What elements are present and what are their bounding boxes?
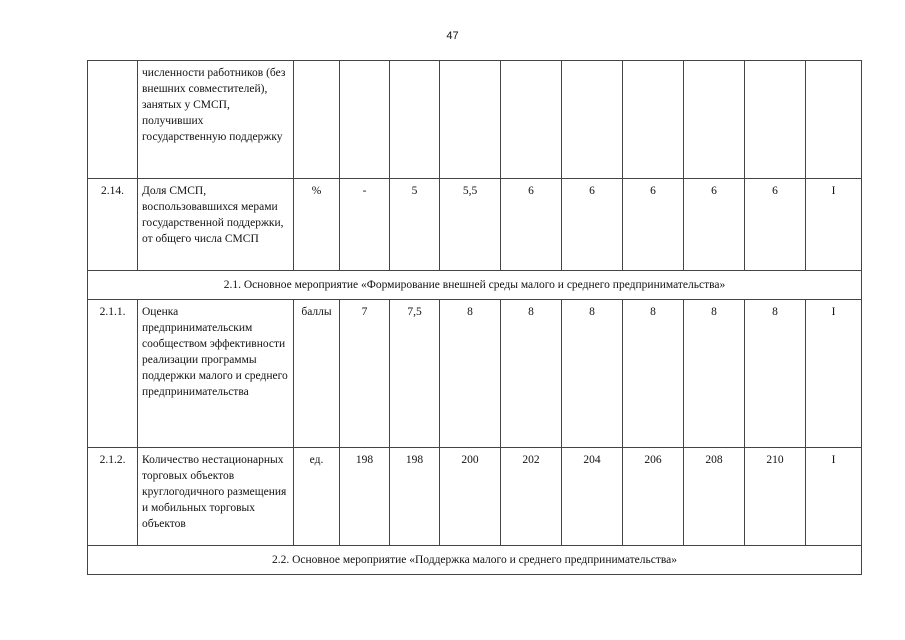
section-title: 2.2. Основное мероприятие «Поддержка малого и среднего предпринимательства» [88, 546, 862, 575]
value-cell: 204 [562, 448, 623, 546]
value-cell: 5,5 [440, 179, 501, 271]
indicator-name: Доля СМСП, воспользовавшихся мерами государственной поддержки, от общего числа СМСП [138, 179, 294, 271]
value-cell [745, 61, 806, 179]
value-cell [806, 61, 862, 179]
value-cell: - [340, 179, 390, 271]
unit-cell [294, 61, 340, 179]
unit-cell: баллы [294, 300, 340, 448]
row-code: 2.1.2. [88, 448, 138, 546]
value-cell: 6 [562, 179, 623, 271]
table-body [88, 61, 862, 575]
table-row [88, 448, 862, 546]
section-row [88, 271, 862, 300]
value-cell: 6 [745, 179, 806, 271]
value-cell: 198 [340, 448, 390, 546]
page-number: 47 [446, 30, 459, 42]
row-code: 2.1.1. [88, 300, 138, 448]
unit-cell: ед. [294, 448, 340, 546]
value-cell [390, 61, 440, 179]
value-cell: 6 [684, 179, 745, 271]
value-cell: 200 [440, 448, 501, 546]
row-code: 2.14. [88, 179, 138, 271]
value-cell: 8 [745, 300, 806, 448]
value-cell: 7 [340, 300, 390, 448]
indicator-name: численности работников (без внешних совместителей), занятых у СМСП, получивших государственную поддержку [138, 61, 294, 179]
value-cell: 208 [684, 448, 745, 546]
value-cell: 5 [390, 179, 440, 271]
table-row [88, 179, 862, 271]
value-cell: I [806, 448, 862, 546]
value-cell: 210 [745, 448, 806, 546]
value-cell [501, 61, 562, 179]
value-cell: 8 [684, 300, 745, 448]
value-cell: 6 [623, 179, 684, 271]
value-cell [623, 61, 684, 179]
indicator-name: Количество нестационарных торговых объектов круглогодичного размещения и мобильных торговых объектов [138, 448, 294, 546]
value-cell: 202 [501, 448, 562, 546]
section-title: 2.1. Основное мероприятие «Формирование внешней среды малого и среднего предпринимательства» [88, 271, 862, 300]
value-cell: 8 [623, 300, 684, 448]
indicators-table [87, 60, 862, 575]
value-cell: 8 [440, 300, 501, 448]
value-cell: 206 [623, 448, 684, 546]
value-cell: 7,5 [390, 300, 440, 448]
value-cell: I [806, 300, 862, 448]
value-cell [684, 61, 745, 179]
section-row [88, 546, 862, 575]
value-cell: 8 [562, 300, 623, 448]
value-cell: 6 [501, 179, 562, 271]
value-cell: 8 [501, 300, 562, 448]
table-row [88, 61, 862, 179]
unit-cell: % [294, 179, 340, 271]
row-code [88, 61, 138, 179]
table-row [88, 300, 862, 448]
value-cell: I [806, 179, 862, 271]
value-cell: 198 [390, 448, 440, 546]
value-cell [562, 61, 623, 179]
value-cell [440, 61, 501, 179]
value-cell [340, 61, 390, 179]
indicator-name: Оценка предпринимательским сообществом эффективности реализации программы поддержки малого и среднего предпринимательства [138, 300, 294, 448]
